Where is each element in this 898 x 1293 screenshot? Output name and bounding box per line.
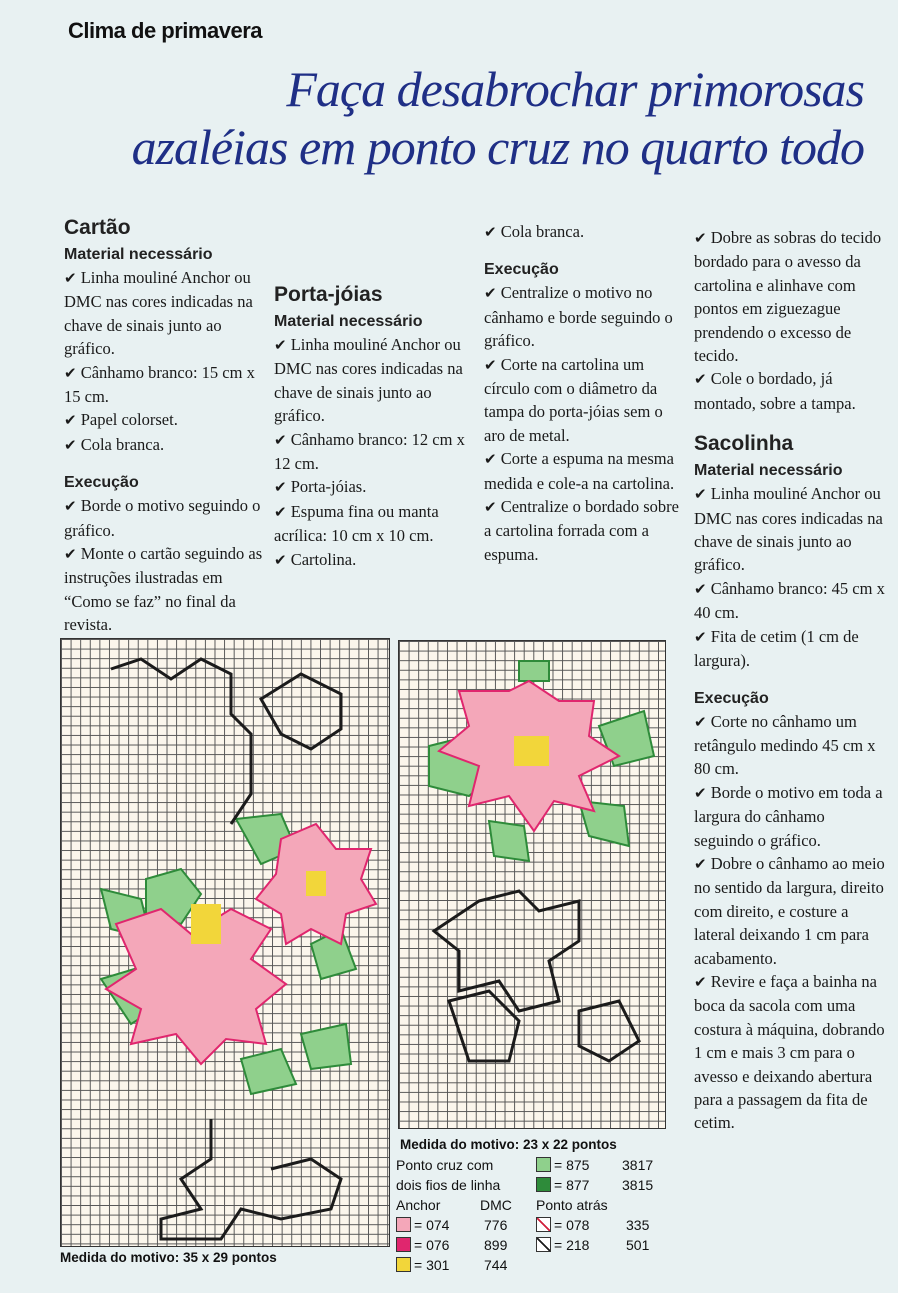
check-icon: ✔ bbox=[64, 545, 77, 564]
legend-row-074: = 074 bbox=[396, 1217, 449, 1233]
list-item: ✔ Cânhamo branco: 45 cm x 40 cm. bbox=[694, 578, 885, 623]
legend-col-anchor: Anchor bbox=[396, 1197, 441, 1213]
list-item: ✔ Cânhamo branco: 15 cm x 15 cm. bbox=[64, 362, 255, 407]
list-item: ✔ Linha mouliné Anchor ou DMC nas cores indicadas na chave de sinais junto ao gráfico. bbox=[694, 484, 883, 575]
legend-dmc-899: 899 bbox=[484, 1237, 508, 1253]
swatch-icon bbox=[536, 1157, 551, 1172]
chart-left-caption: Medida do motivo: 35 x 29 pontos bbox=[60, 1250, 277, 1265]
sacolinha-column bbox=[694, 226, 886, 1135]
check-icon: ✔ bbox=[694, 627, 707, 646]
swatch-icon bbox=[536, 1177, 551, 1192]
legend-dmc-3815: 3815 bbox=[622, 1177, 654, 1193]
legend-row-218: = 218 bbox=[536, 1237, 589, 1253]
leaf-shape bbox=[301, 1024, 351, 1069]
swatch-icon bbox=[396, 1217, 411, 1232]
legend-dmc-3817: 3817 bbox=[622, 1157, 654, 1173]
backstitch-outline bbox=[261, 674, 341, 749]
swatch-icon bbox=[396, 1257, 411, 1272]
list-item: ✔ Porta-jóias. bbox=[274, 477, 367, 497]
portajoias-column-cont bbox=[484, 220, 679, 566]
check-icon: ✔ bbox=[484, 355, 497, 374]
list-item: ✔ Cânhamo branco: 12 cm x 12 cm. bbox=[274, 429, 465, 474]
cartao-title: Cartão bbox=[64, 216, 131, 239]
check-icon: ✔ bbox=[694, 579, 707, 598]
list-item: ✔ Linha mouliné Anchor ou DMC nas cores indicadas na chave de sinais junto ao gráfico. bbox=[64, 268, 253, 359]
legend-row-877: = 877 bbox=[536, 1177, 589, 1193]
headline-line-2: azaléias em ponto cruz no quarto todo bbox=[131, 119, 864, 175]
leaf-shape bbox=[519, 661, 549, 681]
headline bbox=[74, 60, 864, 176]
legend-header-line-2: dois fios de linha bbox=[396, 1177, 501, 1193]
section-tag: Clima de primavera bbox=[68, 18, 262, 43]
leaf-shape bbox=[489, 821, 529, 861]
sacolinha-title: Sacolinha bbox=[694, 432, 794, 456]
check-icon: ✔ bbox=[484, 450, 497, 469]
list-item: ✔ Linha mouliné Anchor ou DMC nas cores indicadas na chave de sinais junto ao gráfico. bbox=[274, 335, 463, 426]
list-item: ✔ Cola branca. bbox=[64, 434, 165, 454]
list-item: ✔ Centralize o bordado sobre a cartolina forrada com a espuma. bbox=[484, 497, 679, 564]
check-icon: ✔ bbox=[484, 223, 497, 241]
backstitch-outline bbox=[434, 891, 579, 1011]
portajoias-material-title: Material necessário bbox=[274, 313, 423, 330]
cartao-column bbox=[64, 213, 264, 637]
legend-dmc-335: 335 bbox=[626, 1217, 650, 1233]
backstitch-outline bbox=[111, 659, 251, 824]
check-icon: ✔ bbox=[694, 485, 707, 504]
check-icon: ✔ bbox=[484, 284, 497, 303]
cross-stitch-chart-left bbox=[60, 638, 390, 1247]
list-item: ✔ Cartolina. bbox=[274, 549, 357, 569]
list-item: ✔ Corte no cânhamo um retângulo medindo 45 cm x 80 cm. bbox=[694, 711, 876, 779]
check-icon: ✔ bbox=[274, 478, 287, 497]
backstitch-outline bbox=[579, 1001, 639, 1061]
flower-motif-left bbox=[61, 639, 389, 1246]
sacolinha-execucao-title: Execução bbox=[694, 689, 769, 707]
swatch-icon bbox=[396, 1237, 411, 1252]
backstitch-outline bbox=[449, 991, 519, 1061]
legend-backstitch-title: Ponto atrás bbox=[536, 1197, 608, 1213]
check-icon: ✔ bbox=[694, 229, 707, 247]
backstitch-outline bbox=[161, 1119, 341, 1239]
flower-center bbox=[306, 871, 326, 896]
cartao-execucao-title: Execução bbox=[64, 474, 139, 492]
backstitch-black-icon bbox=[536, 1237, 551, 1252]
check-icon: ✔ bbox=[274, 430, 287, 449]
legend-dmc-744: 744 bbox=[484, 1257, 508, 1273]
chart-right-caption: Medida do motivo: 23 x 22 pontos bbox=[400, 1137, 617, 1152]
check-icon: ✔ bbox=[64, 363, 77, 382]
cross-stitch-chart-right bbox=[398, 640, 666, 1129]
list-item: ✔ Papel colorset. bbox=[64, 410, 178, 430]
flower-center bbox=[514, 736, 549, 766]
legend-col-dmc: DMC bbox=[480, 1197, 512, 1213]
backstitch-red-icon bbox=[536, 1217, 551, 1232]
list-item: ✔ Fita de cetim (1 cm de largura). bbox=[694, 626, 859, 671]
list-item: ✔ Revire e faça a bainha na boca da sacola com uma costura à máquina, dobrando 1 cm e mais 3 cm para o avesso e deixando abertura para a passagem da fita de cetim. bbox=[694, 971, 885, 1133]
list-item: ✔ Cola branca. bbox=[484, 222, 585, 241]
cartao-material-title: Material necessário bbox=[64, 246, 213, 263]
legend-dmc-776: 776 bbox=[484, 1217, 508, 1233]
color-key-legend bbox=[396, 1157, 676, 1277]
flower-center bbox=[191, 904, 221, 944]
list-item: ✔ Cole o bordado, já montado, sobre a tampa. bbox=[694, 369, 856, 413]
list-item: ✔ Espuma fina ou manta acrílica: 10 cm x 10 cm. bbox=[274, 501, 439, 546]
headline-line-1: Faça desabrochar primorosas bbox=[286, 61, 864, 117]
legend-row-301: = 301 bbox=[396, 1257, 449, 1273]
legend-dmc-501: 501 bbox=[626, 1237, 650, 1253]
check-icon: ✔ bbox=[274, 550, 287, 569]
list-item: ✔ Monte o cartão seguindo as instruções ilustradas em “Como se faz” no final da revista. bbox=[64, 544, 263, 635]
legend-header-line-1: Ponto cruz com bbox=[396, 1157, 494, 1173]
list-item: ✔ Centralize o motivo no cânhamo e borde seguindo o gráfico. bbox=[484, 283, 673, 351]
check-icon: ✔ bbox=[694, 712, 707, 731]
list-item: ✔ Dobre as sobras do tecido bordado para o avesso da cartolina e alinhave com pontos em ziguezague prendendo o excesso de tecido. bbox=[694, 228, 882, 366]
legend-row-076: = 076 bbox=[396, 1237, 449, 1253]
sacolinha-material-title: Material necessário bbox=[694, 462, 843, 480]
check-icon: ✔ bbox=[694, 972, 707, 991]
list-item: ✔ Borde o motivo seguindo o gráfico. bbox=[64, 496, 261, 540]
check-icon: ✔ bbox=[64, 411, 77, 430]
check-icon: ✔ bbox=[64, 497, 77, 516]
legend-row-875: = 875 bbox=[536, 1157, 589, 1173]
list-item: ✔ Borde o motivo em toda a largura do cânhamo seguindo o gráfico. bbox=[694, 782, 883, 850]
legend-row-078: = 078 bbox=[536, 1217, 589, 1233]
portajoias-title: Porta-jóias bbox=[274, 283, 383, 306]
check-icon: ✔ bbox=[694, 854, 707, 873]
list-item: ✔ Dobre o cânhamo ao meio no sentido da largura, direito com direito, e costure a lateral deixando 1 cm para acabamento. bbox=[694, 853, 885, 968]
portajoias-execucao-title: Execução bbox=[484, 261, 559, 279]
check-icon: ✔ bbox=[274, 336, 287, 354]
check-icon: ✔ bbox=[64, 435, 77, 454]
check-icon: ✔ bbox=[694, 783, 707, 802]
list-item: ✔ Corte a espuma na mesma medida e cole-a na cartolina. bbox=[484, 449, 675, 493]
leaf-shape bbox=[241, 1049, 296, 1094]
check-icon: ✔ bbox=[484, 498, 497, 517]
flower-motif-right bbox=[399, 641, 665, 1128]
check-icon: ✔ bbox=[274, 502, 287, 521]
check-icon: ✔ bbox=[694, 370, 707, 389]
portajoias-column bbox=[274, 280, 474, 572]
check-icon: ✔ bbox=[64, 269, 77, 287]
list-item: ✔ Corte na cartolina um círculo com o diâmetro da tampa do porta-jóias sem o aro de metal. bbox=[484, 354, 663, 445]
